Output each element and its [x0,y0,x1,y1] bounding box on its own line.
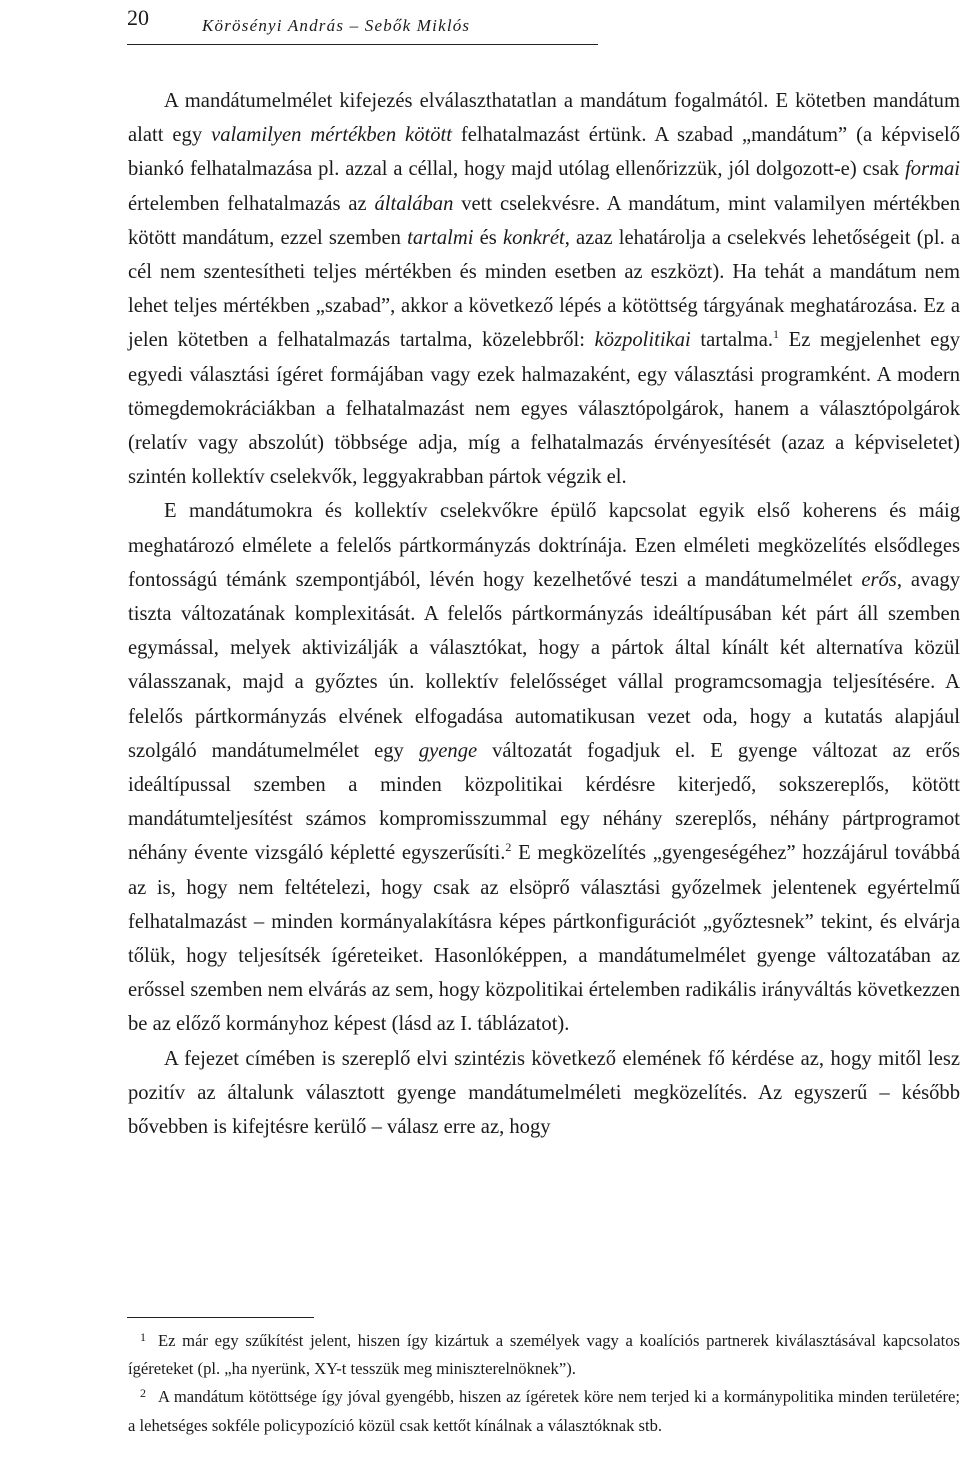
text-run: változatát fogadjuk el. E gyenge változat az erős ideáltípussal szemben a minden közpolitikai kérdésre kiterjedő, sokszereplős, kötött mandátumteljesítést számos kompromisszummal egy néhány szereplős, néhány pártprogramot néhány évente vizsgáló képletté egyszerűsíti. [128,739,960,865]
footnote-ref-2[interactable]: 2 [505,840,512,855]
italic-run: formai [905,158,960,181]
text-run: , avagy tiszta változatának komplexitását. A felelős pártkormányzás ideáltípusában két párt áll szemben egymással, melyek aktivizálják a választókat, hogy a pártok által kínált két alternatíva közül válasszanak, majd a győztes ún. kollektív felelősséget vállal programcsomagja teljesítésére. A felelős pártkormányzás elvének elfogadása automatikusan vezet oda, hogy a kutatás alapjául szolgáló mandátumelmélet egy [128,568,960,762]
italic-run: általában [374,192,454,215]
footnote-2 [128,1383,960,1439]
text-run: és [473,226,503,249]
footnote-rule [127,1317,314,1318]
footnote-1 [128,1327,960,1383]
italic-run: valamilyen mértékben kötött [211,124,452,147]
text-run: vett cselekvésre. A mandátum, mint valamilyen mértékben kötött mandátum, ezzel szemben [128,192,960,249]
italic-run: konkrét [502,226,565,249]
paragraph-1 [128,84,960,494]
text-run: E mandátumokra és kollektív cselekvőkre épülő kapcsolat egyik első koherens és máig meghatározó elmélete a felelős pártkormányzás doktrínája. Ezen elméleti megközelítés elsődleges fontosságú témánk szempontjából, lévén hogy kezelhetővé teszi a mandátumelmélet [128,500,960,591]
italic-run: tartalmi [407,226,474,249]
running-head: Körösényi András – Sebők Miklós [202,16,471,35]
footnote-text: Ez már egy szűkítést jelent, hiszen így kizártuk a személyek vagy a koalíciós partnerek kiválasztásával kapcsolatos ígéreteket (pl. „ha nyerünk, XY-t tesszük meg miniszterelnöknek”). [128,1331,960,1379]
italic-run: erős [861,568,897,591]
text-run: E megközelítés „gyengeségéhez” hozzájárul továbbá az is, hogy nem feltételezi, hogy csak az elsöprő választási győzelmek jelentenek egyértelmű felhatalmazást – minden kormányalakításra képes pártkonfigurációt „győztesnek” tekint, és elvárja tőlük, hogy teljesítsék ígéreteiket. Hasonlóképpen, a mandátumelmélet gyenge változatában az erőssel szemben nem elvárás az sem, hogy közpolitikai értelemben radikális irányváltás következzen be az előző kormányhoz képest (lásd az I. táblázatot). [128,842,960,1036]
text-run: értelemben felhatalmazás az [128,192,375,215]
text-run: A mandátumelmélet kifejezés elválaszthatatlan a mandátum fogalmától. E kötetben mandátum alatt egy [128,90,960,147]
footnote-mark: 1 [140,1330,146,1344]
text-run: , azaz lehatárolja a cselekvés lehetőségeit (pl. a cél nem szentesítheti teljes mértékben és minden esetben az eszközt). Ha tehát a mandátum nem lehet teljes mértékben „szabad”, akkor a következő lépés a kötöttség tárgyának meghatározása. Ez a jelen kötetben a felhatalmazás tartalma, közelebbről: [128,226,960,352]
italic-run: gyenge [418,739,478,762]
footnotes [128,1327,960,1440]
footnote-text: A mandátum kötöttsége így jóval gyengébb, hiszen az ígéretek köre nem terjed ki a kormánypolitika minden területére; a lehetséges sokféle policypozíció közül csak kettőt kínálnak a választóknak stb. [128,1387,960,1435]
italic-run: közpolitikai [594,329,691,352]
text-run: felhatalmazást értünk. A szabad „mandátum” (a képviselő biankó felhatalmazása pl. azzal a céllal, hogy majd utólag ellenőrizzük, jól dolgozott-e) csak [128,124,960,181]
text-run: Ez megjelenhet egy egyedi választási ígéret formájában vagy ezek halmazaként, egy választási programként. A modern tömegdemokráciákban a felhatalmazást nem egyes választópolgárok, hanem a választópolgárok (relatív vagy abszolút) többsége adja, míg a felhatalmazás érvényesítését (azaz a képviseletet) szintén kollektív cselekvők, leggyakrabban pártok végzik el. [128,329,960,489]
header-rule [127,44,598,45]
footnote-mark: 2 [140,1386,146,1401]
paragraph-2 [128,494,960,1041]
text-run: tartalma. [690,329,773,352]
page-number: 20 [127,5,149,30]
paragraph-3 [128,1042,960,1145]
text-run: A fejezet címében is szereplő elvi szintézis következő elemének fő kérdése az, hogy mitől lesz pozitív az általunk választott gyenge mandátumelméleti megközelítés. Az egyszerű – később bővebben is kifejtésre kerülő – válasz erre az, hogy [128,1047,960,1139]
footnote-ref-1[interactable]: 1 [772,327,779,342]
body-text [128,84,960,1144]
